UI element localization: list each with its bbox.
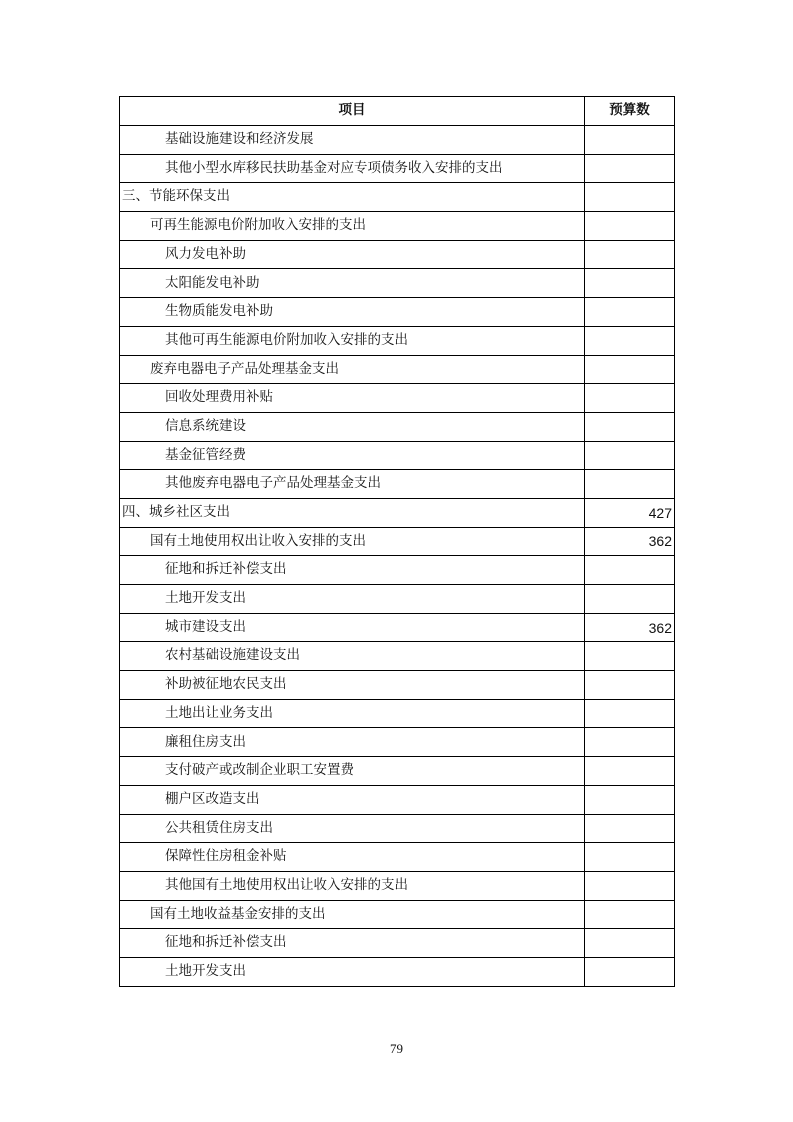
row-budget-amount — [585, 929, 675, 958]
row-item-label: 国有土地使用权出让收入安排的支出 — [120, 527, 585, 556]
table-row — [120, 240, 675, 269]
table-row — [120, 957, 675, 986]
table-row — [120, 613, 675, 642]
row-item-label: 三、节能环保支出 — [120, 183, 585, 212]
table-row — [120, 642, 675, 671]
row-item-label: 农村基础设施建设支出 — [120, 642, 585, 671]
row-budget-amount — [585, 556, 675, 585]
row-item-label: 四、城乡社区支出 — [120, 498, 585, 527]
row-item-label: 其他可再生能源电价附加收入安排的支出 — [120, 326, 585, 355]
row-budget-amount — [585, 642, 675, 671]
row-budget-amount — [585, 785, 675, 814]
row-item-label: 废弃电器电子产品处理基金支出 — [120, 355, 585, 384]
table-row — [120, 728, 675, 757]
row-budget-amount — [585, 269, 675, 298]
row-budget-amount — [585, 126, 675, 155]
row-item-label: 其他废弃电器电子产品处理基金支出 — [120, 470, 585, 499]
table-row — [120, 757, 675, 786]
page-number: 79 — [390, 1041, 403, 1056]
row-item-label: 保障性住房租金补贴 — [120, 843, 585, 872]
row-item-label: 征地和拆迁补偿支出 — [120, 556, 585, 585]
table-row — [120, 154, 675, 183]
table-row — [120, 929, 675, 958]
row-budget-amount — [585, 326, 675, 355]
row-budget-amount — [585, 957, 675, 986]
row-item-label: 土地开发支出 — [120, 585, 585, 614]
row-item-label: 土地开发支出 — [120, 957, 585, 986]
row-budget-amount — [585, 871, 675, 900]
row-budget-amount — [585, 757, 675, 786]
row-budget-amount — [585, 470, 675, 499]
row-item-label: 基础设施建设和经济发展 — [120, 126, 585, 155]
row-item-label: 征地和拆迁补偿支出 — [120, 929, 585, 958]
table-row — [120, 412, 675, 441]
table-row — [120, 785, 675, 814]
row-item-label: 回收处理费用补贴 — [120, 384, 585, 413]
table-row — [120, 900, 675, 929]
row-budget-amount — [585, 699, 675, 728]
row-budget-amount — [585, 814, 675, 843]
row-item-label: 基金征管经费 — [120, 441, 585, 470]
row-budget-amount — [585, 585, 675, 614]
row-budget-amount — [585, 240, 675, 269]
row-budget-amount — [585, 154, 675, 183]
table-row — [120, 843, 675, 872]
table-row — [120, 298, 675, 327]
row-budget-amount — [585, 900, 675, 929]
row-budget-amount — [585, 384, 675, 413]
table-row — [120, 441, 675, 470]
row-item-label: 风力发电补助 — [120, 240, 585, 269]
row-item-label: 其他小型水库移民扶助基金对应专项债务收入安排的支出 — [120, 154, 585, 183]
table-row — [120, 126, 675, 155]
table-body — [120, 126, 675, 987]
table-row — [120, 355, 675, 384]
row-item-label: 廉租住房支出 — [120, 728, 585, 757]
row-budget-amount — [585, 843, 675, 872]
table-row — [120, 326, 675, 355]
row-budget-amount: 362 — [585, 613, 675, 642]
table-row — [120, 384, 675, 413]
budget-table — [119, 96, 675, 987]
row-budget-amount — [585, 412, 675, 441]
table-row — [120, 183, 675, 212]
table-row — [120, 585, 675, 614]
row-item-label: 城市建设支出 — [120, 613, 585, 642]
row-item-label: 生物质能发电补助 — [120, 298, 585, 327]
row-budget-amount — [585, 671, 675, 700]
row-budget-amount: 427 — [585, 498, 675, 527]
column-header-item: 项目 — [120, 97, 585, 126]
row-item-label: 可再生能源电价附加收入安排的支出 — [120, 212, 585, 241]
row-budget-amount — [585, 441, 675, 470]
row-budget-amount — [585, 298, 675, 327]
table-row — [120, 814, 675, 843]
row-item-label: 国有土地收益基金安排的支出 — [120, 900, 585, 929]
row-budget-amount — [585, 355, 675, 384]
row-item-label: 信息系统建设 — [120, 412, 585, 441]
row-item-label: 支付破产或改制企业职工安置费 — [120, 757, 585, 786]
table-row — [120, 527, 675, 556]
table-row — [120, 498, 675, 527]
row-budget-amount — [585, 212, 675, 241]
row-budget-amount — [585, 728, 675, 757]
table-row — [120, 269, 675, 298]
row-item-label: 棚户区改造支出 — [120, 785, 585, 814]
row-item-label: 公共租赁住房支出 — [120, 814, 585, 843]
column-header-amount: 预算数 — [585, 97, 675, 126]
row-item-label: 其他国有土地使用权出让收入安排的支出 — [120, 871, 585, 900]
table-row — [120, 871, 675, 900]
row-item-label: 土地出让业务支出 — [120, 699, 585, 728]
row-item-label: 补助被征地农民支出 — [120, 671, 585, 700]
table-row — [120, 671, 675, 700]
row-item-label: 太阳能发电补助 — [120, 269, 585, 298]
table-row — [120, 212, 675, 241]
table-row — [120, 470, 675, 499]
row-budget-amount: 362 — [585, 527, 675, 556]
table-row — [120, 556, 675, 585]
table-row — [120, 699, 675, 728]
table-header-row — [120, 97, 675, 126]
row-budget-amount — [585, 183, 675, 212]
